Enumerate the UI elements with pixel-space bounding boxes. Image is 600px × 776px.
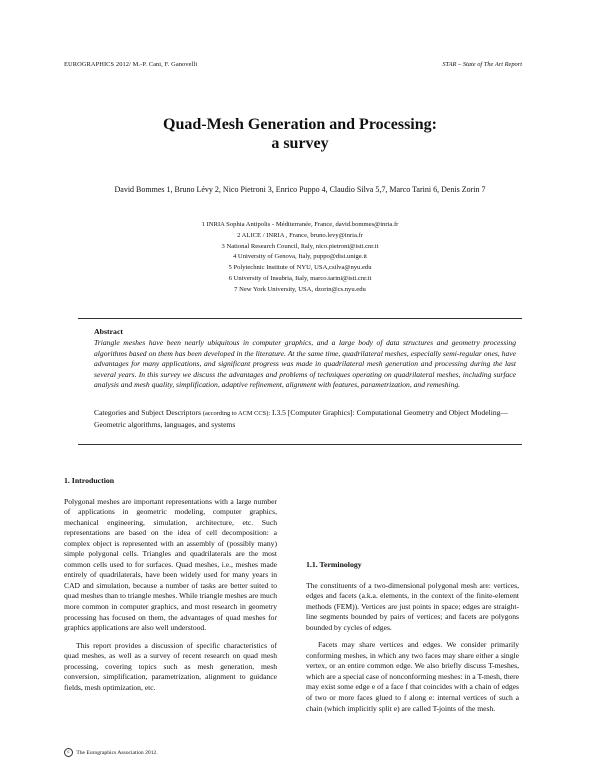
author-list: David Bommes 1, Bruno Lévy 2, Nico Pietroni 3, Enrico Puppo 4, Claudio Silva 5,7, Marco Tarini 6, Denis Zorin 7 (114, 185, 486, 194)
affiliation-1: 1 INRIA Sophia Antipolis - Méditerranée, France, david.bommes@inria.fr (201, 221, 399, 228)
left-column (64, 476, 277, 693)
section-heading-terminology: 1.1. Terminology (306, 560, 362, 569)
intro-paragraph-2: This report provides a discussion of specific characteristics of quad meshes, as well as a survey of recent research on quad mesh processing, covering topics such as mesh generation, mesh conversion, simplification, parametrization, alignment to guidance fields, mesh optimization, etc. (64, 640, 277, 692)
abstract-text: Triangle meshes have been nearly ubiquitous in computer graphics, and a large body of data structures and geometry processing algorithms based on them has been developed in the literature. At the same time, quadrilateral meshes, especially semi-regular ones, have advantages for many applications, and significant progress was made in quadrilateral mesh generation and processing during the last several years. In this survey we discuss the advantages and problems of techniques operating on quadrilateral meshes, including surface analysis and mesh quality, simplification, adaptive refinement, alignment with features, parametrization, and remeshing. (94, 338, 516, 389)
categories-label: Categories and Subject Descriptors (94, 408, 201, 417)
abstract-heading: Abstract (94, 327, 124, 336)
affiliations (0, 220, 600, 296)
abstract-box (78, 318, 522, 429)
title-line-2: a survey (271, 135, 329, 152)
categories-note: (according to ACM CCS): (202, 410, 271, 417)
copyright-footer (64, 748, 158, 757)
categories-text: I.3.5 [Computer Graphics]: Computational Geometry and Object Modeling— Geometric algorithms, languages, and systems (94, 408, 509, 429)
affiliation-2: 2 ALICE / INRIA , France, bruno.levy@inria.fr (237, 231, 363, 239)
right-column (306, 560, 519, 714)
affiliation-4: 4 University of Genova, Italy, puppo@disi.unige.it (232, 253, 368, 261)
affiliation-7: 7 New York University, USA, dzorin@cs.nyu.edu (234, 285, 366, 293)
affiliation-5: 5 Polytechnic Institute of NYU, USA,csilva@nyu.edu (228, 264, 372, 272)
section-heading-introduction: 1. Introduction (64, 476, 115, 485)
intro-paragraph-1: Polygonal meshes are important representations with a large number of applications in geometric modeling, computer graphics, mechanical engineering, simulation, architecture, etc. Such representations are based on the idea of cell decomposition: a complex object is represented with an assembly of (possibly many) simple polygonal cells. Triangles and quadrilaterals are the most common cells used to for surfaces. Quad meshes, i.e., meshes made entirely of quadrilaterals, have been widely used for many years in CAD and simulation, because a number of tasks are better suited to quad meshes than to triangle meshes. While triangle meshes are much more common in computer graphics, and most research in geometry processing has focused on them, the advantages of quad meshes for graphics applications are also well understood. (64, 496, 277, 633)
footer-text: The Eurographics Association 2012. (76, 749, 158, 756)
affiliation-3: 3 National Research Council, Italy, nico.pietroni@isti.cnr.it (221, 242, 379, 250)
abstract-divider (78, 444, 522, 445)
copyright-icon: c (64, 748, 73, 757)
acm-categories (94, 408, 516, 430)
title-line-1: Quad-Mesh Generation and Processing: (163, 116, 437, 133)
affiliation-6: 6 University of Insubria, Italy, marco.tarini@isti.cnr.it (228, 274, 372, 282)
terminology-paragraph-2: Facets may share vertices and edges. We consider primarily conforming meshes, in which any two faces may share either a single vertex, or an entire common edge. We also briefly discuss T-meshes, which are a special case of nonconforming meshes: in a T-mesh, there may exist some edge e of a face f that coincides with a chain of edges of two or more faces glued to f along e: internal vertices of such a chain (which implicitly split e) are called T-joints of the mesh. (306, 640, 519, 713)
terminology-paragraph-1: The constituents of a two-dimensional polygonal mesh are: vertices, edges and facets (a.k.a. elements, in the context of the finite-element methods (FEM)). Vertices are just points in space; edges are straight-line segments bounded by pairs of vertices; and facets are polygons bounded by cycles of edges. (306, 580, 519, 632)
running-header-right: STAR – State of The Art Report (442, 61, 522, 68)
running-header-left: EUROGRAPHICS 2012/ M.-P. Cani, F. Ganovelli (64, 61, 198, 68)
paper-title (0, 115, 600, 153)
